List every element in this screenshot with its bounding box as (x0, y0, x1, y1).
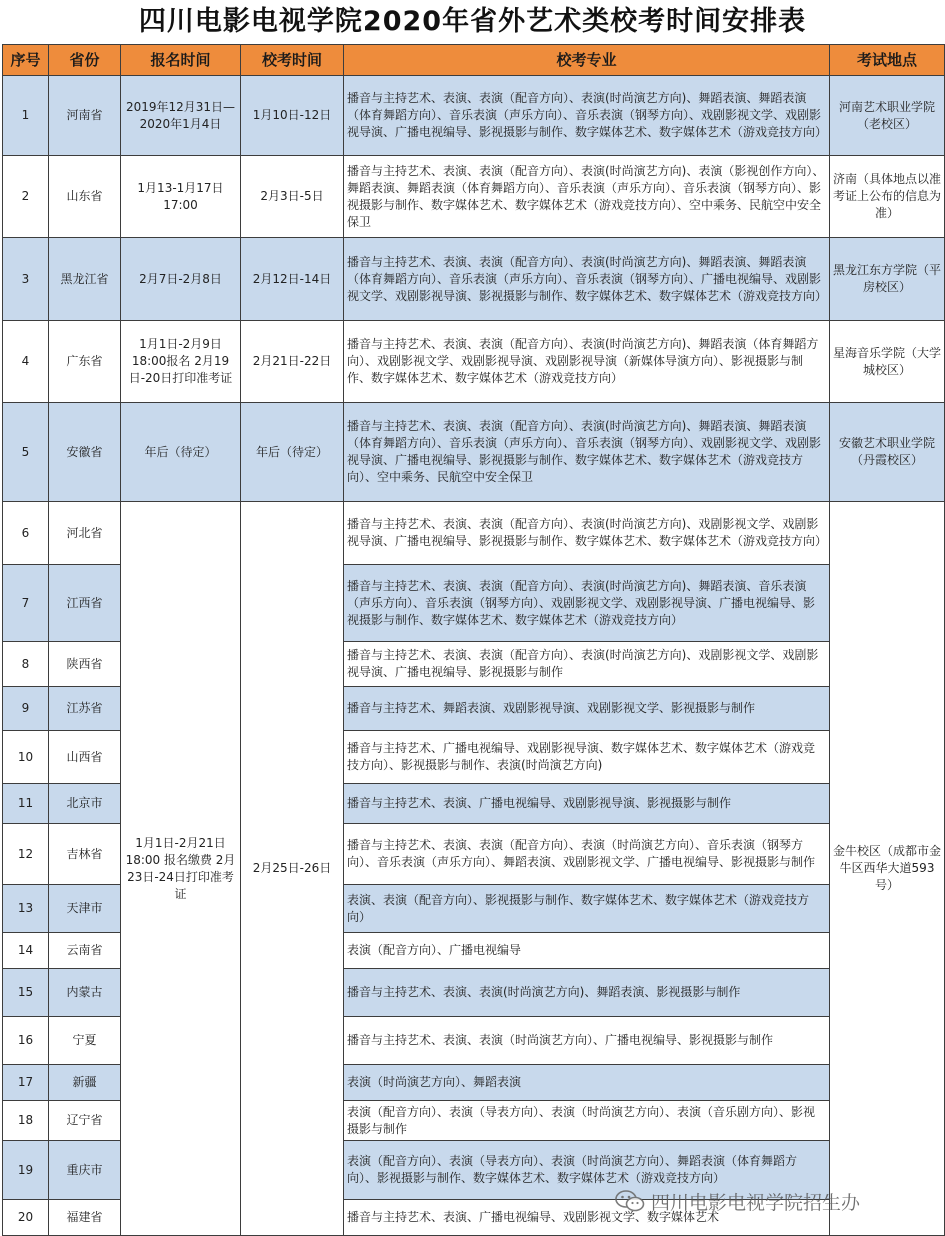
cell-province: 江西省 (49, 565, 121, 642)
table-row (3, 321, 945, 403)
cell-majors: 表演（配音方向）、表演（导表方向）、表演（时尚演艺方向）、舞蹈表演（体育舞蹈方向）、影视摄影与制作、数字媒体艺术、数字媒体艺术（游戏竞技方向） (344, 1141, 830, 1200)
header-province: 省份 (49, 45, 121, 76)
cell-seq: 18 (3, 1101, 49, 1141)
cell-seq: 20 (3, 1200, 49, 1236)
cell-majors: 播音与主持艺术、表演、表演（配音方向）、表演(时尚演艺方向)、舞蹈表演、舞蹈表演（体育舞蹈方向）、音乐表演（声乐方向）、音乐表演（钢琴方向）、戏剧影视文学、戏剧影视导演、广播电视编导、影视摄影与制作、数字媒体艺术、数字媒体艺术（游戏竞技方向） (344, 76, 830, 156)
cell-province: 河北省 (49, 502, 121, 565)
exam-schedule-table (2, 44, 945, 1236)
header-majors: 校考专业 (344, 45, 830, 76)
cell-province: 北京市 (49, 784, 121, 824)
cell-majors: 播音与主持艺术、表演、表演（配音方向）、表演(时尚演艺方向)、舞蹈表演、音乐表演（声乐方向）、音乐表演（钢琴方向）、戏剧影视文学、戏剧影视导演、广播电视编导、影视摄影与制作、数字媒体艺术、数字媒体艺术（游戏竞技方向） (344, 565, 830, 642)
cell-seq: 11 (3, 784, 49, 824)
merged-signup-cell: 1月1日-2月21日 18:00 报名缴费 2月23日-24日打印准考证 (121, 502, 241, 1236)
cell-province: 山西省 (49, 731, 121, 784)
cell-seq: 6 (3, 502, 49, 565)
cell-signup: 1月1日-2月9日 18:00报名 2月19日-20日打印准考证 (121, 321, 241, 403)
cell-majors: 表演、表演（配音方向）、影视摄影与制作、数字媒体艺术、数字媒体艺术（游戏竞技方向） (344, 885, 830, 933)
merged-exam-time-cell: 2月25日-26日 (241, 502, 344, 1236)
cell-province: 安徽省 (49, 403, 121, 502)
merged-location-cell: 金牛校区（成都市金牛区西华大道593号） (830, 502, 945, 1236)
table-row (3, 238, 945, 321)
cell-seq: 5 (3, 403, 49, 502)
cell-majors: 播音与主持艺术、舞蹈表演、戏剧影视导演、戏剧影视文学、影视摄影与制作 (344, 687, 830, 731)
cell-seq: 12 (3, 824, 49, 885)
cell-province: 天津市 (49, 885, 121, 933)
cell-majors: 表演（时尚演艺方向）、舞蹈表演 (344, 1065, 830, 1101)
cell-majors: 播音与主持艺术、表演、表演（配音方向）、表演(时尚演艺方向)、舞蹈表演、舞蹈表演（体育舞蹈方向）、音乐表演（声乐方向）、音乐表演（钢琴方向）、戏剧影视文学、戏剧影视导演、广播电视编导、影视摄影与制作、数字媒体艺术、数字媒体艺术（游戏竞技方向）、空中乘务、民航空中安全保卫 (344, 403, 830, 502)
cell-province: 宁夏 (49, 1017, 121, 1065)
cell-majors: 播音与主持艺术、表演、表演（时尚演艺方向）、广播电视编导、影视摄影与制作 (344, 1017, 830, 1065)
cell-seq: 14 (3, 933, 49, 969)
cell-seq: 8 (3, 642, 49, 687)
cell-province: 福建省 (49, 1200, 121, 1236)
cell-seq: 19 (3, 1141, 49, 1200)
cell-province: 河南省 (49, 76, 121, 156)
cell-seq: 1 (3, 76, 49, 156)
cell-province: 吉林省 (49, 824, 121, 885)
table-row (3, 502, 945, 565)
cell-province: 云南省 (49, 933, 121, 969)
cell-location: 黑龙江东方学院（平房校区） (830, 238, 945, 321)
cell-majors: 播音与主持艺术、表演、表演（配音方向）、表演(时尚演艺方向)、表演（影视创作方向）、舞蹈表演、舞蹈表演（体育舞蹈方向）、音乐表演（声乐方向）、音乐表演（钢琴方向）、影视摄影与制作、数字媒体艺术、数字媒体艺术（游戏竞技方向）、空中乘务、民航空中安全保卫 (344, 156, 830, 238)
table-row (3, 76, 945, 156)
cell-province: 山东省 (49, 156, 121, 238)
cell-majors: 播音与主持艺术、表演、表演（配音方向）、表演（时尚演艺方向）、音乐表演（钢琴方向）、音乐表演（声乐方向）、舞蹈表演、戏剧影视文学、广播电视编导、影视摄影与制作 (344, 824, 830, 885)
cell-majors: 播音与主持艺术、表演、表演（配音方向）、表演(时尚演艺方向)、戏剧影视文学、戏剧影视导演、广播电视编导、影视摄影与制作 (344, 642, 830, 687)
watermark-text: 四川电影电视学院招生办 (651, 1191, 861, 1214)
cell-exam-time: 2月21日-22日 (241, 321, 344, 403)
header-seq: 序号 (3, 45, 49, 76)
cell-signup: 2月7日-2月8日 (121, 238, 241, 321)
cell-location: 济南（具体地点以准考证上公布的信息为准） (830, 156, 945, 238)
cell-signup: 年后（待定） (121, 403, 241, 502)
cell-majors: 播音与主持艺术、表演、表演（配音方向）、表演(时尚演艺方向)、舞蹈表演（体育舞蹈方向）、戏剧影视文学、戏剧影视导演、戏剧影视导演（新媒体导演方向）、影视摄影与制作、数字媒体艺术、数字媒体艺术（游戏竞技方向） (344, 321, 830, 403)
page-title: 四川电影电视学院2020年省外艺术类校考时间安排表 (138, 6, 807, 37)
cell-seq: 15 (3, 969, 49, 1017)
cell-seq: 17 (3, 1065, 49, 1101)
cell-province: 黑龙江省 (49, 238, 121, 321)
cell-seq: 16 (3, 1017, 49, 1065)
cell-province: 江苏省 (49, 687, 121, 731)
watermark (615, 1185, 860, 1217)
header-exam-time: 校考时间 (241, 45, 344, 76)
cell-province: 陕西省 (49, 642, 121, 687)
cell-seq: 4 (3, 321, 49, 403)
cell-province: 广东省 (49, 321, 121, 403)
cell-majors: 表演（配音方向）、广播电视编导 (344, 933, 830, 969)
cell-seq: 7 (3, 565, 49, 642)
cell-province: 辽宁省 (49, 1101, 121, 1141)
header-location: 考试地点 (830, 45, 945, 76)
table-row (3, 156, 945, 238)
cell-majors: 播音与主持艺术、表演、广播电视编导、戏剧影视导演、影视摄影与制作 (344, 784, 830, 824)
cell-exam-time: 2月12日-14日 (241, 238, 344, 321)
cell-location: 星海音乐学院（大学城校区） (830, 321, 945, 403)
cell-exam-time: 年后（待定） (241, 403, 344, 502)
cell-majors: 播音与主持艺术、表演、表演(时尚演艺方向)、舞蹈表演、影视摄影与制作 (344, 969, 830, 1017)
cell-province: 重庆市 (49, 1141, 121, 1200)
cell-seq: 9 (3, 687, 49, 731)
cell-exam-time: 2月3日-5日 (241, 156, 344, 238)
wechat-icon (615, 1189, 645, 1213)
cell-signup: 1月13-1月17日 17:00 (121, 156, 241, 238)
cell-location: 河南艺术职业学院（老校区） (830, 76, 945, 156)
header-signup: 报名时间 (121, 45, 241, 76)
cell-exam-time: 1月10日-12日 (241, 76, 344, 156)
cell-seq: 10 (3, 731, 49, 784)
cell-seq: 2 (3, 156, 49, 238)
cell-location: 安徽艺术职业学院（丹霞校区） (830, 403, 945, 502)
table-header-row (3, 45, 945, 76)
cell-majors: 播音与主持艺术、广播电视编导、戏剧影视导演、数字媒体艺术、数字媒体艺术（游戏竞技方向）、影视摄影与制作、表演(时尚演艺方向) (344, 731, 830, 784)
cell-majors: 播音与主持艺术、表演、广播电视编导、戏剧影视文学、数字媒体艺术 (344, 1200, 830, 1236)
cell-majors: 播音与主持艺术、表演、表演（配音方向）、表演(时尚演艺方向)、舞蹈表演、舞蹈表演（体育舞蹈方向）、音乐表演（声乐方向）、音乐表演（钢琴方向）、广播电视编导、戏剧影视文学、戏剧影视导演、影视摄影与制作、数字媒体艺术、数字媒体艺术（游戏竞技方向） (344, 238, 830, 321)
cell-signup: 2019年12月31日—2020年1月4日 (121, 76, 241, 156)
cell-majors: 表演（配音方向）、表演（导表方向）、表演（时尚演艺方向）、表演（音乐剧方向）、影视摄影与制作 (344, 1101, 830, 1141)
cell-province: 内蒙古 (49, 969, 121, 1017)
cell-province: 新疆 (49, 1065, 121, 1101)
table-row (3, 403, 945, 502)
cell-seq: 3 (3, 238, 49, 321)
cell-seq: 13 (3, 885, 49, 933)
cell-majors: 播音与主持艺术、表演、表演（配音方向）、表演(时尚演艺方向)、戏剧影视文学、戏剧影视导演、广播电视编导、影视摄影与制作、数字媒体艺术、数字媒体艺术（游戏竞技方向） (344, 502, 830, 565)
